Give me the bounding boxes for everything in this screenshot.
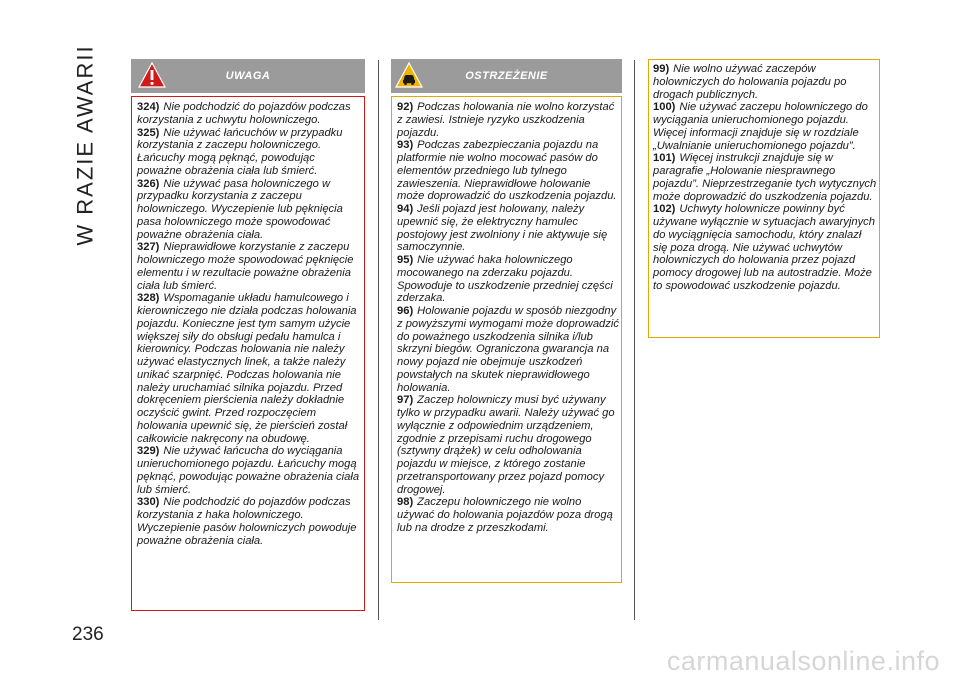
item-text: Więcej instrukcji znajduje się w paragrafie „Holowanie niesprawnego pojazdu”. Nieprzestrzeganie tych wytycznych może doprowadzić do uszkodzenia pojazdu.	[653, 152, 877, 203]
item-number: 326)	[137, 177, 160, 190]
item-text: Nieprawidłowe korzystanie z zaczepu holowniczego może spowodować pęknięcie elementu i w rezultacie poważne obrażenia ciała lub śmierć.	[137, 241, 354, 292]
uwaga-heading: UWAGA	[225, 70, 271, 82]
item-number: 96)	[397, 305, 414, 317]
item-number: 94)	[397, 203, 414, 215]
item-text: Nie wolno używać zaczepów holowniczych do holowania pojazdu po drogach publicznych.	[653, 63, 847, 101]
list-item	[137, 241, 362, 292]
item-text: Jeśli pojazd jest holowany, należy upewnić się, że elektryczny hamulec postojowy jest zwolniony i nie aktywuje się samoczynnie.	[397, 203, 608, 254]
watermark: carmanualsonline.info	[666, 646, 940, 676]
list-item	[653, 63, 877, 101]
list-item	[137, 178, 362, 242]
list-item	[137, 445, 362, 496]
car-warning-icon	[395, 61, 423, 89]
list-item	[137, 101, 362, 127]
ostrzezenie-text	[397, 101, 619, 535]
column-divider	[378, 60, 379, 620]
item-text: Wspomaganie układu hamulcowego i kierowniczego nie działa podczas holowania pojazdu. Konieczne jest tym samym użycie większej siły do obsługi pedału hamulca i kierownicy. Podczas holowania nie należy używać elastycznych linek, a także należy unikać szarpnięć. Podczas holowania nie należy uruchamiać silnika pojazdu. Przed dokręceniem pierścienia należy dokładnie oczyścić gwint. Przed rozpoczęciem holowania upewnić się, że pierścień został całkowicie nakręcony na obudowę.	[137, 292, 357, 445]
item-text: Zaczepu holowniczego nie wolno używać do holowania pojazdów poza drogą lub na drodze z przeszkodami.	[397, 496, 613, 534]
list-item	[397, 305, 619, 394]
list-item	[653, 101, 877, 152]
item-number: 329)	[137, 445, 160, 458]
item-text: Nie używać łańcuchów w przypadku korzystania z zaczepu holowniczego. Łańcuchy mogą pęknąć, powodując poważne obrażenia ciała lub śmierć.	[137, 126, 343, 177]
item-number: 99)	[653, 63, 670, 75]
item-text: Holowanie pojazdu w sposób niezgodny z powyższymi wymogami może doprowadzić do poważnego uszkodzenia silnika i/lub skrzyni biegów. Ograniczona gwarancja na nowy pojazd nie obejmuje uszkodzeń powstałych na skutek nieprawidłowego holowania.	[397, 305, 619, 394]
ostrzezenie-header	[391, 59, 622, 93]
column-divider	[634, 60, 635, 620]
item-text: Nie używać haka holowniczego mocowanego na zderzaku pojazdu. Spowoduje to uszkodzenie przedniej części zderzaka.	[397, 254, 613, 305]
page-number: 236	[72, 624, 104, 645]
warning-triangle-icon	[138, 61, 166, 89]
item-text: Podczas zabezpieczania pojazdu na platformie nie wolno mocować pasów do elementów przedniego lub tylnego zawieszenia. Nieprawidłowe holowanie może doprowadzić do uszkodzenia pojazdu.	[397, 139, 617, 203]
item-number: 93)	[397, 139, 414, 152]
uwaga-text	[137, 101, 362, 547]
item-number: 95)	[397, 254, 414, 266]
item-text: Nie używać zaczepu holowniczego do wyciągania unieruchomionego pojazdu. Więcej informacji znajduje się w rozdziale „Uwalnianie unieruchomionego pojazdu”.	[653, 101, 868, 152]
list-item	[397, 496, 619, 534]
list-item	[137, 127, 362, 178]
item-number: 101)	[653, 152, 676, 165]
item-number: 92)	[397, 101, 414, 113]
item-number: 98)	[397, 496, 414, 509]
side-section-title	[66, 45, 106, 245]
list-item	[137, 292, 362, 445]
item-number: 324)	[137, 101, 160, 113]
item-number: 327)	[137, 241, 160, 254]
item-text: Nie podchodzić do pojazdów podczas korzystania z haka holowniczego. Wyczepienie pasów holowniczych powoduje poważne obrażenia ciała.	[137, 496, 357, 547]
side-section-title-text: W RAZIE AWARII	[73, 44, 98, 246]
item-number: 97)	[397, 394, 414, 407]
list-item	[653, 203, 877, 292]
list-item	[397, 101, 619, 139]
item-number: 328)	[137, 292, 160, 305]
item-text: Podczas holowania nie wolno korzystać z zawiesi. Istnieje ryzyko uszkodzenia pojazdu.	[397, 101, 615, 139]
item-number: 325)	[137, 126, 160, 139]
continued-text	[653, 63, 877, 293]
item-number: 330)	[137, 496, 160, 509]
item-number: 100)	[653, 101, 676, 114]
item-text: Zaczep holowniczy musi być używany tylko w przypadku awarii. Należy używać go wyłącznie z odpowiednim urządzeniem, zgodnie z przepisami ruchu drogowego (sztywny drążek) w celu odholowania pojazdu w miejsce, z którego zostanie przetransportowany przez pojazd pomocy drogowej.	[397, 394, 615, 496]
list-item	[397, 394, 619, 496]
list-item	[397, 254, 619, 305]
item-text: Nie podchodzić do pojazdów podczas korzystania z uchwytu holowniczego.	[137, 101, 351, 126]
item-text: Nie używać łańcucha do wyciągania unieruchomionego pojazdu. Łańcuchy mogą pęknąć, powodując poważne obrażenia ciała lub śmierć.	[137, 445, 360, 496]
list-item	[397, 139, 619, 203]
item-number: 102)	[653, 203, 676, 216]
item-text: Uchwyty holownicze powinny być używane wyłącznie w sytuacjach awaryjnych do wyciągnięcia samochodu, który znalazł się poza drogą. Nie używać uchwytów holowniczych do holowania przez pojazd pomocy drogowej lub na autostradzie. Może to spowodować uszkodzenie pojazdu.	[653, 203, 875, 292]
list-item	[397, 203, 619, 254]
list-item	[653, 152, 877, 203]
list-item	[137, 496, 362, 547]
ostrzezenie-heading: OSTRZEŻENIE	[465, 70, 548, 82]
item-text: Nie używać pasa holowniczego w przypadku korzystania z zaczepu holowniczego. Wyczepienie lub pęknięcia pasa holowniczego może spowodować poważne obrażenia ciała.	[137, 177, 343, 241]
uwaga-header	[131, 59, 365, 93]
